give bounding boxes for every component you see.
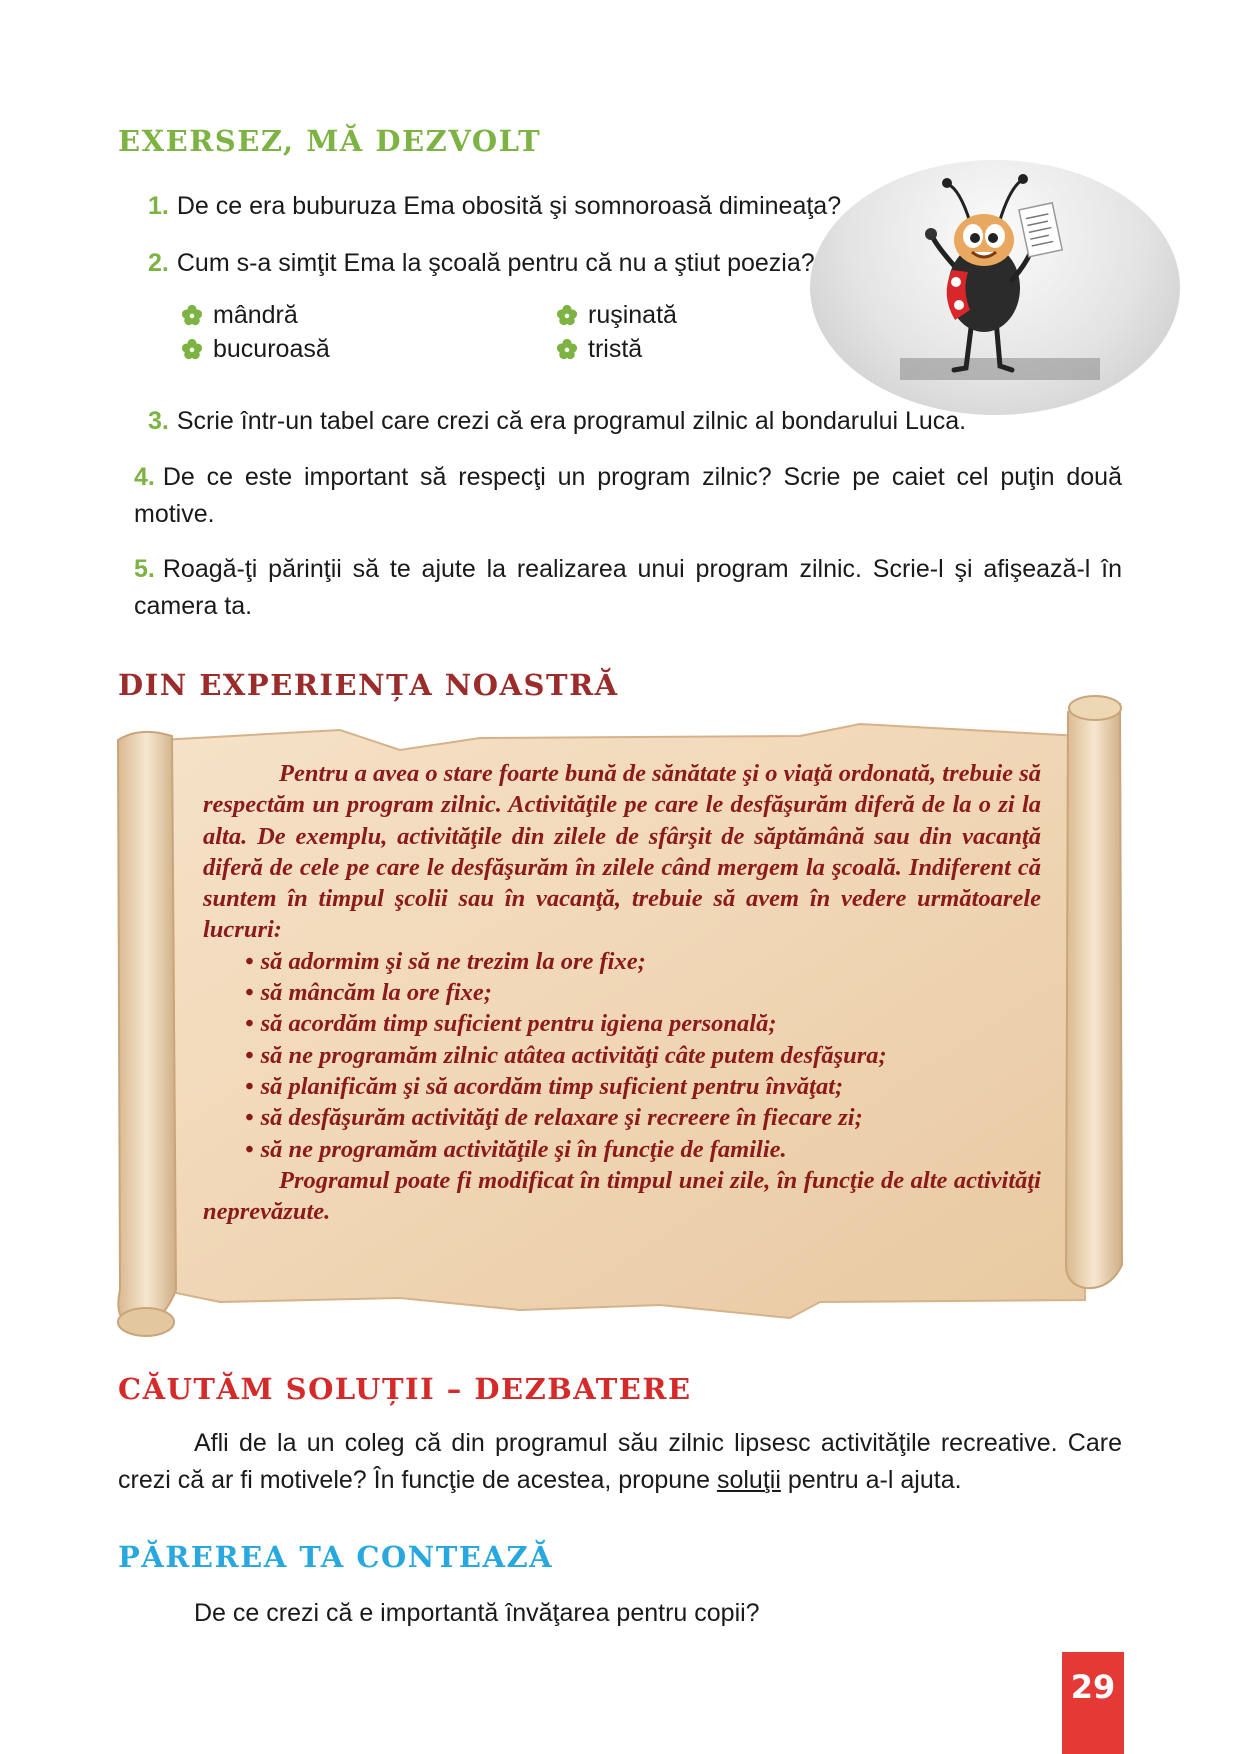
option-item: tristă — [556, 332, 642, 366]
dezbatere-paragraph: Afli de la un coleg că din programul său zilnic lipsesc activităţile recreative. Care crezi că ar fi motivele? În funcţie de acestea, propune soluţii pentru a-l ajuta. — [118, 1429, 1122, 1494]
flower-bullet-icon — [556, 304, 578, 326]
question-3: 3. Scrie într-un tabel care crezi că era programul zilnic al bondarului Luca. — [148, 407, 967, 435]
scroll-intro: Pentru a avea o stare foarte bună de sănătate şi o viaţă ordonată, trebuie să respectăm un program zilnic. Activităţile pe care le desfăşurăm diferă de la o zi la alta. De exemplu, activităţile din zilele de sfârşit de săptămână sau din vacanţă diferă de cele pe care le desfăşurăm în zilele când mergem la şcoală. Indiferent că suntem în timpul şcolii sau în vacanţă, trebuie să avem în vedere următoarele lucruri: — [203, 760, 1041, 944]
question-4: 4. De ce este important să respecţi un program zilnic? Scrie pe caiet cel puţin două motive. — [134, 463, 1122, 528]
list-item: • să acordăm timp suficient pentru igiena personală; — [245, 1008, 1041, 1039]
list-item: • să desfăşurăm activităţi de relaxare şi recreere în fiecare zi; — [245, 1102, 1041, 1133]
scroll-bullet-list — [203, 946, 1041, 1165]
section-title-parerea: PĂREREA TA CONTEAZĂ — [118, 1540, 554, 1574]
option-item: ruşinată — [556, 298, 677, 332]
solutii-underlined: soluţii — [716, 1466, 781, 1494]
list-item: • să adormim şi să ne trezim la ore fixe; — [245, 946, 1041, 977]
question-2: 2. Cum s-a simţit Ema la şcoală pentru că nu a ştiut poezia? — [148, 249, 815, 277]
ladybug-illustration — [900, 170, 1100, 380]
option-item: mândră — [181, 298, 298, 332]
parerea-question: De ce crezi că e importantă învăţarea pentru copii? — [194, 1599, 760, 1627]
list-item: • să mâncăm la ore fixe; — [245, 977, 1041, 1008]
list-item: • să ne programăm activităţile şi în funcţie de familie. — [245, 1134, 1041, 1165]
flower-bullet-icon — [181, 304, 203, 326]
scroll-text — [203, 758, 1041, 1227]
scroll-outro: Programul poate fi modificat în timpul unei zile, în funcţie de alte activităţi neprevăzute. — [203, 1166, 1041, 1226]
question-1: 1. De ce era buburuza Ema obosită şi somnoroasă dimineaţa? — [148, 192, 842, 220]
page-number: 29 — [1062, 1652, 1124, 1754]
list-item: • să planificăm şi să acordăm timp suficient pentru învăţat; — [245, 1071, 1041, 1102]
section-title-exersez: EXERSEZ, MĂ DEZVOLT — [118, 124, 542, 158]
section-title-experienta: DIN EXPERIENȚA NOASTRĂ — [118, 668, 619, 702]
option-item: bucuroasă — [181, 332, 330, 366]
flower-bullet-icon — [181, 338, 203, 360]
list-item: • să ne programăm zilnic atâtea activităţi câte putem desfăşura; — [245, 1040, 1041, 1071]
flower-bullet-icon — [556, 338, 578, 360]
section-title-dezbatere: CĂUTĂM SOLUȚII – DEZBATERE — [118, 1372, 692, 1406]
question-5: 5. Roagă-ţi părinţii să te ajute la realizarea unui program zilnic. Scrie-l şi afişează-l în camera ta. — [134, 555, 1122, 620]
